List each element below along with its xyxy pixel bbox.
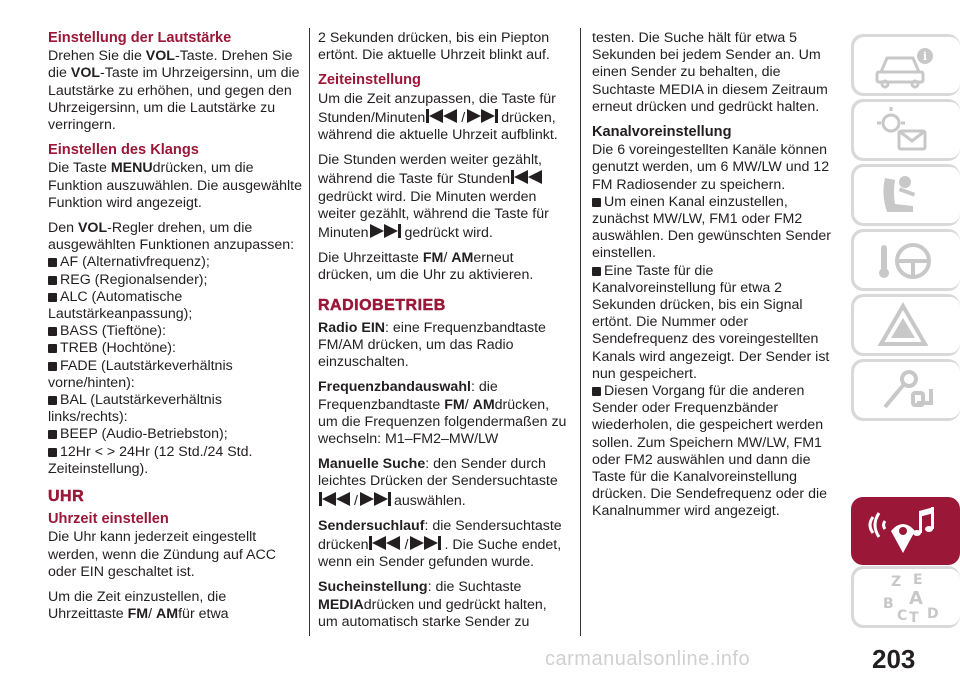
bullet-icon: [48, 344, 57, 353]
sound-list: [48, 254, 302, 478]
search-paragraph: testen. Die Suche hält für etwa 5 Sekunden bei jedem Sender an. Um einen Sender zu behalten, die Suchtaste MEDIA in diesem Zeitraum erneut drücken und gedrückt halten.: [592, 30, 828, 115]
radio-on-paragraph: Radio EIN: eine Frequenzbandtaste FM/AM drücken, um das Radio einzuschalten.: [318, 319, 546, 371]
bullet-icon: [592, 267, 601, 276]
bullet-icon: [592, 198, 601, 207]
index-letter: D: [927, 606, 939, 622]
heading-volume: Einstellung der Lautstärke: [48, 30, 232, 46]
seek-back-icon: [318, 491, 354, 507]
list-item: BASS (Tieftöne):: [48, 323, 302, 340]
column-divider: [309, 28, 310, 636]
seek-back-icon: [368, 535, 404, 551]
time-paragraph-2: Um die Zeit anzupassen, die Taste für Stunden/Minuten / drücken, während die aktuelle Uhrzeit aufblinkt.: [318, 90, 558, 144]
seek-forward-icon: [465, 108, 501, 124]
index-letter: E: [913, 572, 923, 588]
list-item: ALC (Automatische Lautstärkeanpassung);: [48, 288, 193, 323]
clock-paragraph-2: Um die Zeit einzustellen, die Uhrzeittaste FM/ AMfür etwa: [48, 589, 229, 623]
heading-clock-set: Uhrzeit einstellen: [48, 511, 169, 528]
seek-forward-icon: [358, 491, 394, 507]
bullet-icon: [48, 362, 57, 371]
heading-uhr: UHR: [48, 488, 85, 506]
time-paragraph-1: 2 Sekunden drücken, bis ein Piepton ertönt. Die aktuelle Uhrzeit blinkt auf.: [318, 30, 550, 64]
bullet-icon: [48, 430, 57, 439]
volume-paragraph: Drehen Sie die VOL-Taste. Drehen Sie die VOL-Taste im Uhrzeigersinn, um die Lautstärke zu erhöhen, und gegen den Uhrzeigersinn, um die Lautstärke zu verringern.: [48, 48, 300, 134]
list-item: 12Hr < > 24Hr (12 Std./24 Std. Zeiteinstellung).: [48, 443, 253, 477]
list-item: REG (Regionalsender);: [48, 272, 302, 289]
column-1: [48, 30, 302, 632]
column-2: [318, 30, 570, 639]
bullet-icon: [48, 293, 57, 302]
clock-paragraph-1: Die Uhr kann jederzeit eingestellt werden, wenn die Zündung auf ACC oder EIN geschaltet ist.: [48, 529, 276, 580]
auto-search-paragraph: Sucheinstellung: die Suchtaste MEDIAdrücken und gedrückt halten, um automatisch starke Sender zu: [318, 579, 547, 630]
seek-back-icon: [425, 108, 461, 124]
heading-radio: RADIOBETRIEB: [318, 296, 446, 314]
heading-sound: Einstellen des Klangs: [48, 142, 199, 159]
heading-preset: Kanalvoreinstellung: [592, 124, 732, 141]
bullet-icon: [48, 276, 57, 285]
seek-back-icon: [510, 169, 546, 185]
index-letter: Z: [891, 574, 902, 590]
time-paragraph-3: Die Stunden werden weiter gezählt, während die Taste für Stundengedrückt wird. Die Minuten werden weiter gezählt, während die Taste für Minuten gedrückt wird.: [318, 152, 549, 242]
bullet-icon: [48, 396, 57, 405]
list-item: BAL (Lautstärkeverhältnis links/rechts):: [48, 392, 222, 426]
list-item: AF (Alternativfrequenz);: [48, 254, 302, 271]
list-item: Diesen Vorgang für die anderen Sender oder Frequenzbänder wiederholen, die gespeichert werden sollen. Zum Speichern MW/LW, FM1 oder FM2 auswählen und dann die Taste für die Kanalvoreinstellung drücken. Die Sendefrequenz oder die Kanalnummer wird angezeigt.: [592, 383, 828, 520]
tab-index[interactable]: [851, 566, 960, 628]
list-item: Eine Taste für die Kanalvoreinstellung für etwa 2 Sekunden drücken, bis ein Signal ertönt. Die Nummer oder Sendefrequenz des voreingestellten Kanals wird angezeigt. Der Sender ist nun gespeichert.: [592, 262, 830, 382]
time-paragraph-4: Die Uhrzeittaste FM/ AMerneut drücken, um die Uhr zu aktivieren.: [318, 250, 534, 284]
list-item: Um einen Kanal einzustellen, zunächst MW/LW, FM1 oder FM2 auswählen. Den gewünschten Sender einstellen.: [592, 193, 831, 262]
bullet-icon: [48, 258, 57, 267]
list-item: TREB (Hochtöne):: [48, 340, 302, 357]
bullet-icon: [592, 387, 601, 396]
index-letter: C: [897, 608, 908, 624]
index-letter: A: [909, 588, 923, 609]
sound-paragraph-1: Die Taste MENUdrücken, um die Funktion auszuwählen. Die ausgewählte Funktion wird angezeigt.: [48, 160, 302, 211]
column-3: [592, 30, 836, 521]
heading-time-setting: Zeiteinstellung: [318, 72, 421, 89]
tab-dashboard[interactable]: [851, 99, 960, 161]
list-item: BEEP (Audio-Betriebston);: [48, 426, 302, 443]
sound-paragraph-2: Den VOL-Regler drehen, um die ausgewählten Funktionen anzupassen:: [48, 220, 295, 254]
index-letter: B: [883, 596, 894, 612]
seek-forward-icon: [408, 535, 444, 551]
seek-forward-icon: [368, 223, 404, 239]
tab-start[interactable]: [851, 229, 960, 291]
preset-paragraph: Die 6 voreingestellten Kanäle können genutzt werden, um 6 MW/LW und 12 FM Radiosender zu speichern.: [592, 142, 830, 193]
page-number: 203: [872, 644, 916, 674]
watermark: carmanualsonline.info: [545, 648, 751, 670]
svg-text:i: i: [922, 50, 928, 63]
tab-multimedia[interactable]: [851, 497, 960, 559]
bullet-icon: [48, 327, 57, 336]
tab-service[interactable]: [851, 359, 960, 421]
bullet-icon: [48, 448, 57, 457]
index-letter: T: [909, 610, 919, 626]
tab-emergency[interactable]: [851, 294, 960, 356]
tab-safety[interactable]: [851, 164, 960, 226]
band-select-paragraph: Frequenzbandauswahl: die Frequenzbandtaste FM/ AMdrücken, um die Frequenzen folgendermaßen zu wechseln: M1–FM2–MW/LW: [318, 379, 567, 448]
column-divider: [580, 28, 581, 636]
list-item: FADE (Lautstärkeverhältnis vorne/hinten):: [48, 357, 233, 391]
scan-paragraph: Sendersuchlauf: die Sendersuchtaste drücken / . Die Suche endet, wenn ein Sender gefunden wurde.: [318, 517, 562, 571]
tab-car-info[interactable]: [851, 34, 960, 96]
manual-search-paragraph: Manuelle Suche: den Sender durch leichtes Drücken der Sendersuchtaste / auswählen.: [318, 456, 558, 509]
